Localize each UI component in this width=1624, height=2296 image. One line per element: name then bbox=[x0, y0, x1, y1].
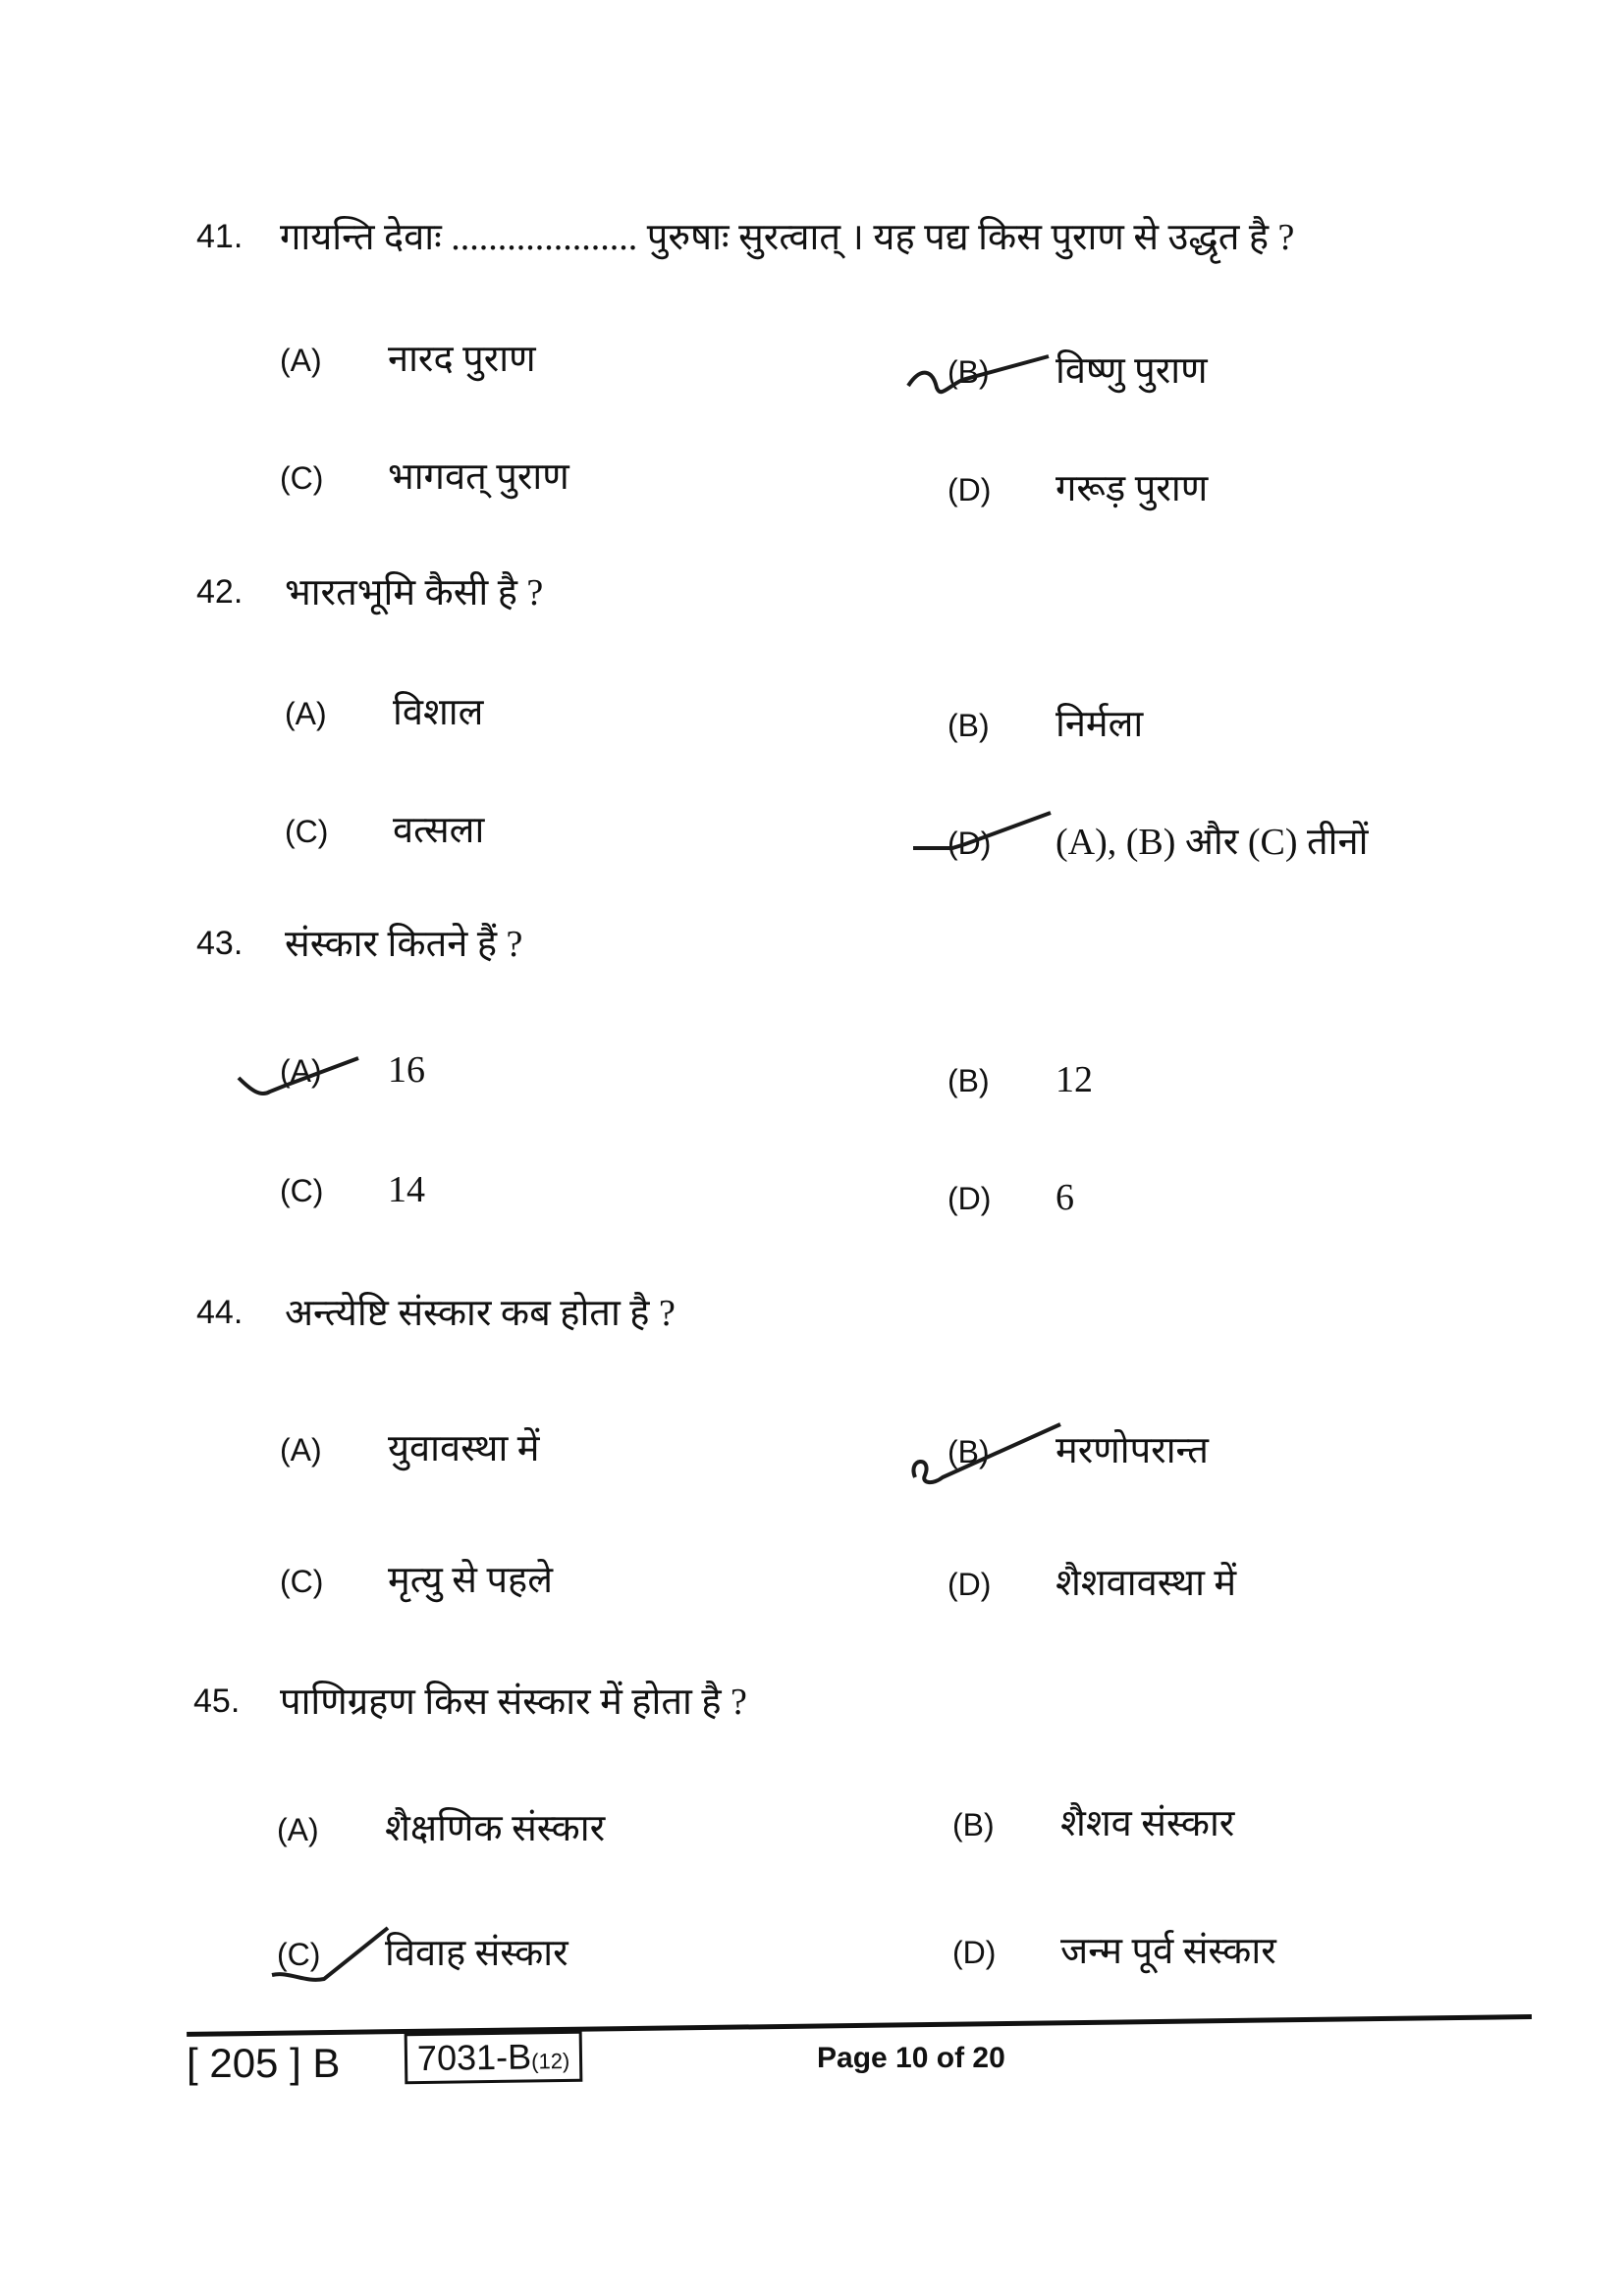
option-d[interactable] bbox=[947, 1556, 1236, 1607]
option-b[interactable] bbox=[947, 1058, 1093, 1101]
option-label: (B) bbox=[947, 1063, 990, 1098]
option-c[interactable] bbox=[280, 1553, 553, 1604]
option-b[interactable] bbox=[952, 1796, 1234, 1847]
option-c[interactable] bbox=[280, 450, 569, 501]
question-text: गायन्ति देवाः .................... पुरुषाः सुरत्वात् । यह पद्य किस पुराण से उद्धृत है ? bbox=[280, 217, 1295, 258]
option-a[interactable] bbox=[285, 685, 483, 736]
option-d[interactable] bbox=[947, 1176, 1074, 1219]
option-text: निर्मला bbox=[1056, 704, 1144, 745]
option-label: (C) bbox=[285, 814, 329, 849]
option-label: (C) bbox=[280, 1564, 324, 1599]
question-text: पाणिग्रहण किस संस्कार में होता है ? bbox=[280, 1682, 747, 1723]
option-label: (B) bbox=[952, 1807, 995, 1842]
option-c[interactable] bbox=[277, 1926, 568, 1977]
option-d[interactable] bbox=[952, 1924, 1276, 1975]
option-label: (D) bbox=[952, 1935, 997, 1970]
option-text: नारद पुराण bbox=[388, 339, 536, 380]
question-number: 45. bbox=[193, 1682, 241, 1720]
paper-id: 7031-B bbox=[416, 2036, 532, 2079]
option-text: विवाह संस्कार bbox=[385, 1933, 568, 1974]
option-c[interactable] bbox=[280, 1168, 425, 1211]
option-b[interactable] bbox=[947, 1423, 1209, 1474]
option-b[interactable] bbox=[947, 697, 1143, 748]
option-text: जन्म पूर्व संस्कार bbox=[1060, 1931, 1276, 1972]
option-text: विष्णु पुराण bbox=[1056, 350, 1208, 392]
option-text: शैक्षणिक संस्कार bbox=[385, 1808, 606, 1849]
option-d[interactable] bbox=[947, 461, 1208, 512]
option-text: गरूड़ पुराण bbox=[1056, 468, 1209, 509]
question-text: भारतभूमि कैसी है ? bbox=[285, 572, 544, 614]
option-label: (D) bbox=[947, 826, 992, 861]
option-label: (A) bbox=[280, 1053, 322, 1089]
question-number: 44. bbox=[196, 1294, 244, 1331]
option-label: (C) bbox=[277, 1937, 321, 1972]
option-text: विशाल bbox=[393, 692, 484, 733]
option-label: (A) bbox=[280, 1432, 322, 1468]
option-label: (C) bbox=[280, 1173, 324, 1208]
question-number: 41. bbox=[196, 218, 244, 255]
option-text: 6 bbox=[1056, 1177, 1074, 1218]
option-label: (A) bbox=[280, 343, 322, 378]
option-b[interactable] bbox=[947, 344, 1208, 395]
option-label: (C) bbox=[280, 460, 324, 496]
option-text: वत्सला bbox=[393, 810, 485, 851]
option-label: (D) bbox=[947, 1567, 992, 1602]
option-label: (D) bbox=[947, 1181, 992, 1216]
option-text: मृत्यु से पहले bbox=[388, 1560, 553, 1601]
option-text: भागवत् पुराण bbox=[388, 456, 569, 498]
option-label: (A) bbox=[277, 1812, 319, 1847]
question-text: संस्कार कितने हैं ? bbox=[285, 924, 523, 965]
option-label: (B) bbox=[947, 1434, 990, 1469]
option-label: (B) bbox=[947, 354, 990, 390]
option-text: 16 bbox=[388, 1049, 425, 1091]
question-number: 43. bbox=[196, 925, 244, 962]
footer-separator bbox=[187, 2014, 1532, 2037]
page-number: Page 10 of 20 bbox=[817, 2042, 1005, 2074]
question-number: 42. bbox=[196, 573, 244, 611]
option-a[interactable] bbox=[280, 1421, 540, 1472]
option-text: युवावस्था में bbox=[388, 1428, 540, 1469]
option-a[interactable] bbox=[280, 332, 536, 383]
option-text: मरणोपरान्त bbox=[1056, 1430, 1209, 1471]
question-text: अन्त्येष्टि संस्कार कब होता है ? bbox=[285, 1293, 676, 1334]
option-a[interactable] bbox=[280, 1048, 425, 1092]
option-c[interactable] bbox=[285, 803, 484, 854]
paper-id-box bbox=[405, 2031, 583, 2085]
option-label: (A) bbox=[285, 696, 327, 731]
option-text: शैशवावस्था में bbox=[1056, 1563, 1237, 1604]
option-label: (B) bbox=[947, 708, 990, 743]
option-d[interactable] bbox=[947, 815, 1368, 866]
option-a[interactable] bbox=[277, 1801, 605, 1852]
option-text: (A), (B) और (C) तीनों bbox=[1056, 822, 1369, 863]
paper-code: [ 205 ] B bbox=[187, 2040, 341, 2086]
option-text: शैशव संस्कार bbox=[1060, 1803, 1235, 1844]
option-text: 14 bbox=[388, 1169, 425, 1210]
option-label: (D) bbox=[947, 472, 992, 507]
option-text: 12 bbox=[1056, 1059, 1093, 1100]
paper-id-sub: (12) bbox=[530, 2048, 570, 2074]
